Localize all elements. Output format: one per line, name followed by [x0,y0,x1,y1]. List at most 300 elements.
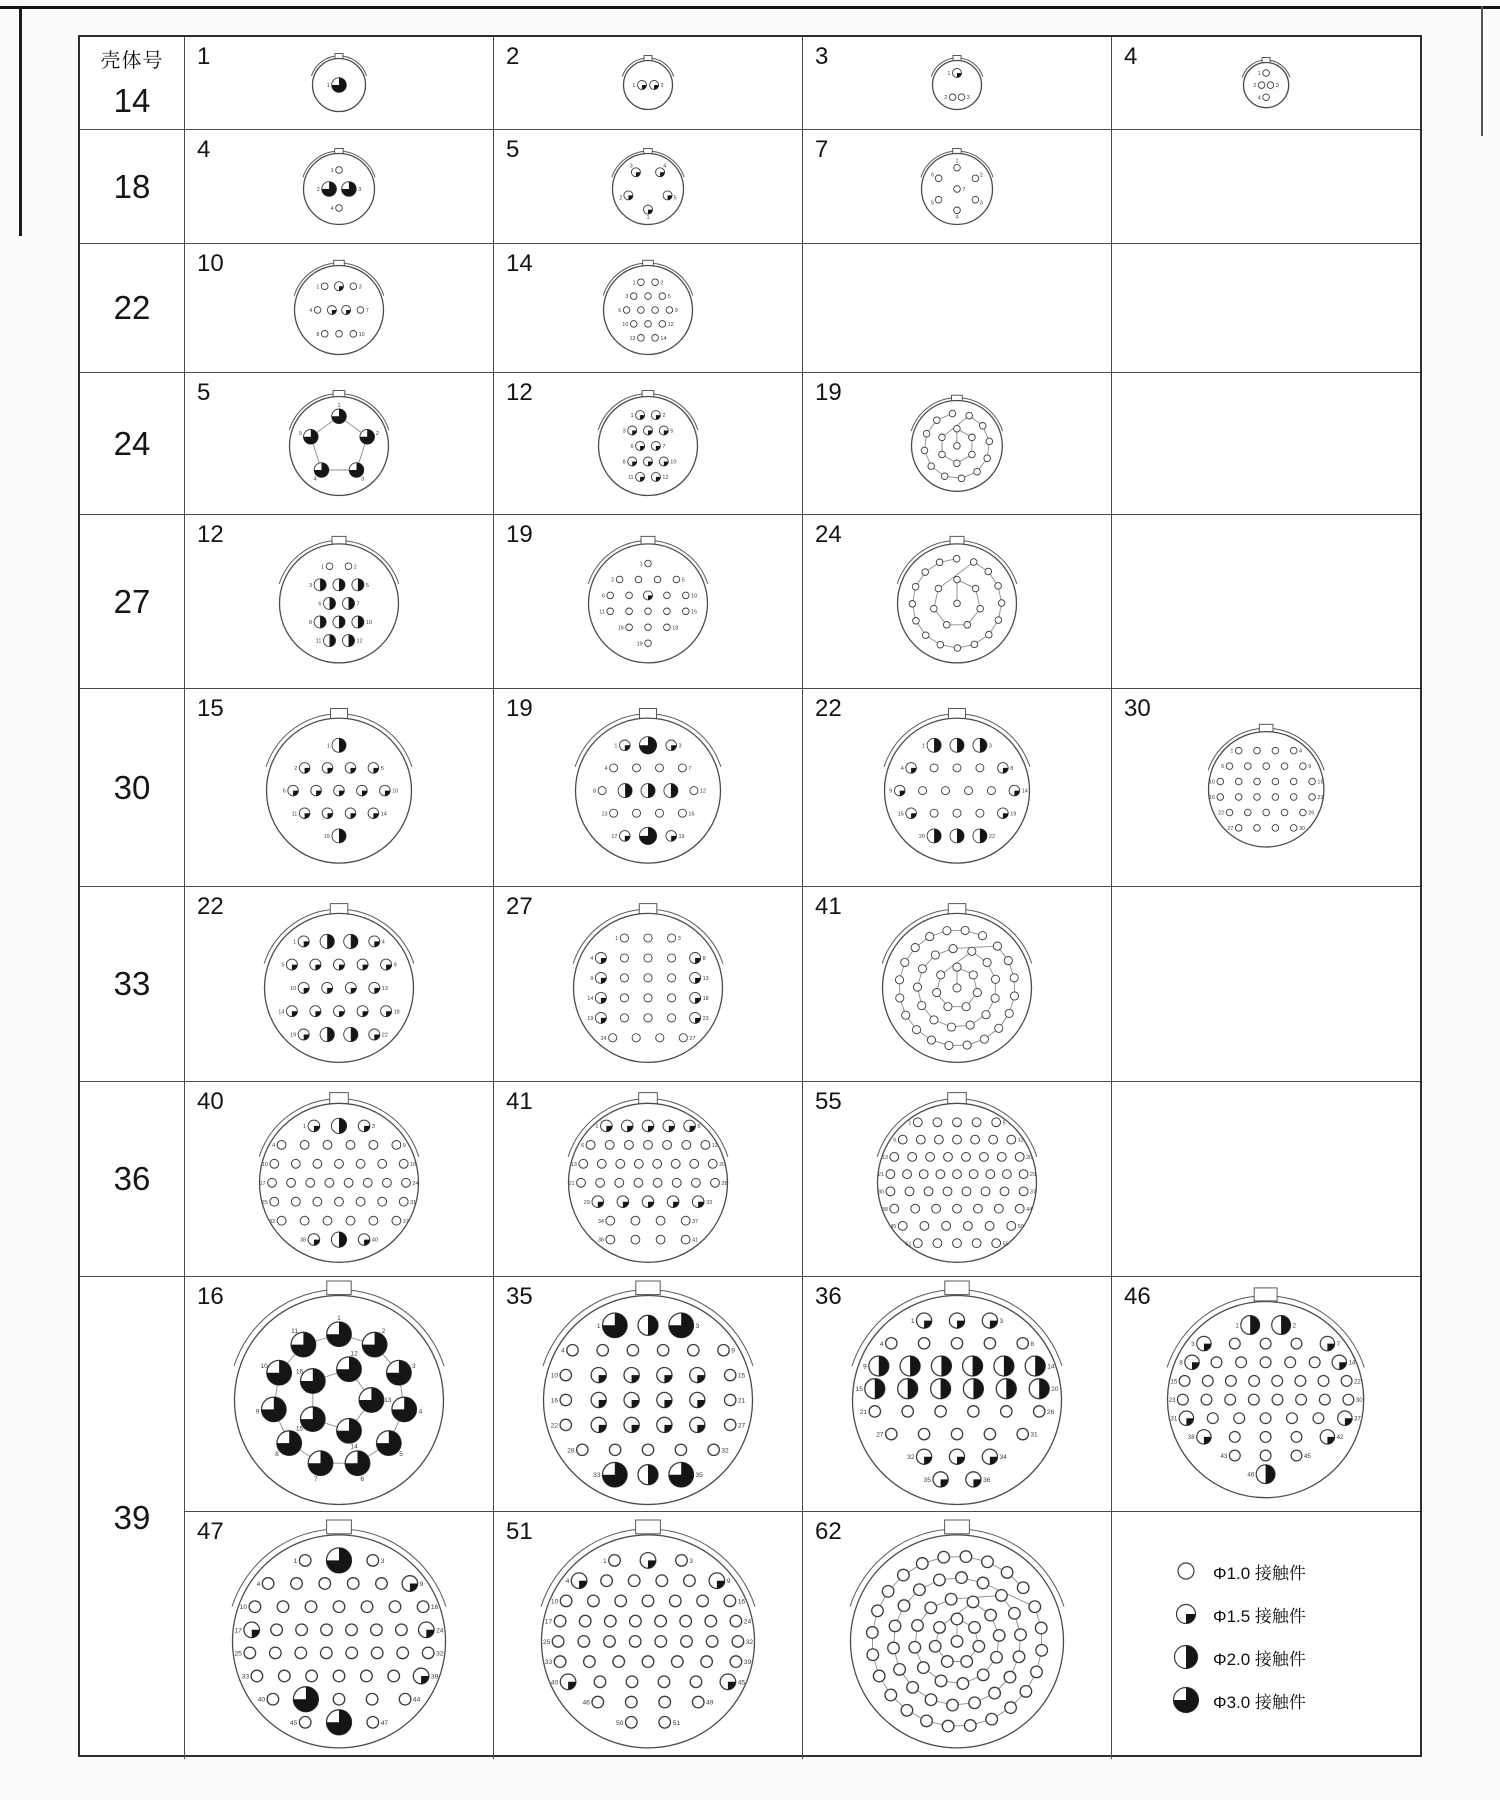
svg-text:45: 45 [1304,1452,1312,1460]
connector-face [285,254,393,362]
contact-count: 19 [506,521,533,548]
svg-text:19: 19 [1010,811,1017,818]
svg-text:38: 38 [597,1237,605,1244]
insert-cell-27-12pin [184,515,493,688]
contact-count: 2 [506,43,520,70]
svg-text:7: 7 [662,443,666,450]
contact-count: 46 [1124,1283,1151,1310]
svg-text:3: 3 [361,475,365,482]
connector-face [255,899,423,1070]
svg-text:1: 1 [922,743,926,750]
svg-text:1: 1 [1235,1322,1240,1330]
contact-symbol-icon [1172,1557,1200,1585]
svg-text:31: 31 [1030,1431,1038,1439]
svg-text:4: 4 [590,955,594,962]
connector-face [923,49,991,117]
svg-text:4: 4 [381,938,385,945]
svg-text:21: 21 [1317,795,1324,802]
svg-text:35: 35 [923,1476,931,1484]
svg-text:4: 4 [418,1408,423,1416]
svg-text:6: 6 [618,308,622,315]
svg-text:8: 8 [275,1450,279,1458]
shell-row-39-sub2 [184,1512,1420,1759]
svg-text:2: 2 [619,195,623,201]
svg-text:5: 5 [365,583,369,590]
insert-cell-30-19pin [493,689,802,886]
svg-text:1: 1 [596,1322,601,1330]
svg-text:10: 10 [550,1372,559,1380]
connector-face [873,899,1041,1070]
svg-text:39: 39 [743,1659,752,1667]
svg-text:15: 15 [737,1372,746,1380]
svg-text:9: 9 [402,1143,406,1150]
svg-text:14: 14 [587,995,594,1002]
svg-text:2: 2 [375,430,379,437]
insert-cell-39-16pin [184,1277,493,1511]
svg-text:4: 4 [1257,95,1261,102]
insert-cell-18-7pin [802,130,1111,243]
svg-text:25: 25 [542,1639,551,1647]
svg-text:29: 29 [1029,1172,1037,1179]
contact-count: 22 [815,695,842,722]
connector-face [843,1276,1071,1512]
svg-text:3: 3 [629,163,633,170]
connector-face [223,1515,455,1755]
insert-cell-39-51pin [493,1512,802,1759]
svg-text:13: 13 [570,1161,577,1168]
svg-text:7: 7 [688,766,692,773]
svg-text:19: 19 [587,1015,594,1022]
svg-text:36: 36 [983,1476,991,1484]
svg-text:2: 2 [611,577,615,584]
svg-text:13: 13 [702,975,709,982]
contact-count: 4 [197,136,211,163]
svg-text:22: 22 [1217,810,1224,817]
shell-number-22: 22 [113,289,151,326]
contact-count: 35 [506,1283,533,1310]
svg-text:24: 24 [436,1627,444,1635]
connector-face [257,704,421,871]
svg-text:2: 2 [660,83,664,90]
svg-text:4: 4 [256,1581,261,1589]
svg-text:14: 14 [350,1443,358,1451]
insert-cell-33-22pin [184,887,493,1081]
svg-text:21: 21 [877,1172,885,1179]
connector-face [225,1276,453,1512]
svg-text:17: 17 [259,1180,266,1187]
svg-text:40: 40 [371,1237,379,1244]
svg-text:27: 27 [689,1035,696,1042]
connector-face [280,385,398,503]
svg-text:20: 20 [1026,1155,1033,1162]
svg-text:25: 25 [234,1650,242,1658]
svg-text:32: 32 [269,1218,276,1225]
insert-cell-33-41pin [802,887,1111,1081]
contact-count: 1 [197,43,211,70]
contact-count: 30 [1124,695,1151,722]
svg-text:1: 1 [330,167,334,174]
svg-text:47: 47 [380,1720,389,1728]
svg-text:34: 34 [597,1218,605,1225]
svg-text:32: 32 [907,1454,915,1462]
svg-text:5: 5 [931,200,935,207]
legend-item [1172,1643,1306,1671]
svg-text:15: 15 [855,1386,863,1394]
svg-text:16: 16 [1208,795,1215,802]
shell-number-39: 39 [113,1499,151,1536]
svg-text:3: 3 [966,95,970,102]
svg-text:9: 9 [255,1408,260,1416]
svg-text:28: 28 [721,1180,728,1187]
svg-text:10: 10 [260,1362,268,1370]
svg-text:21: 21 [568,1180,575,1187]
svg-text:16: 16 [737,1598,746,1606]
insert-arrangement-table [78,35,1422,1757]
legend-label: Φ1.0 接触件 [1213,1563,1306,1583]
svg-text:27: 27 [876,1431,884,1439]
svg-text:22: 22 [550,1422,559,1430]
svg-text:13: 13 [381,985,388,992]
svg-text:14: 14 [1021,788,1028,795]
svg-text:3: 3 [411,1362,416,1370]
svg-text:20: 20 [719,1161,726,1168]
contact-count: 40 [197,1088,224,1115]
svg-text:1: 1 [632,280,636,287]
svg-text:19: 19 [678,834,685,841]
svg-text:33: 33 [706,1199,713,1206]
svg-text:3: 3 [979,200,983,207]
insert-cell-30-30pin [1111,689,1420,886]
svg-text:4: 4 [879,1340,884,1348]
svg-text:3: 3 [999,1318,1004,1326]
insert-cell-30-15pin [184,689,493,886]
svg-text:1: 1 [326,83,330,90]
svg-text:30: 30 [1298,826,1305,833]
svg-text:1: 1 [326,743,331,750]
insert-cell-14-3pin [802,37,1111,129]
svg-text:40: 40 [257,1696,266,1704]
svg-text:37: 37 [402,1218,409,1225]
scan-edge-left [19,6,22,236]
svg-text:27: 27 [737,1422,746,1430]
svg-text:2: 2 [316,186,320,193]
svg-text:5: 5 [399,1450,403,1458]
svg-text:1: 1 [908,1120,912,1127]
insert-cell-33-27pin [493,887,802,1081]
svg-text:12: 12 [667,322,674,328]
svg-text:10: 10 [691,593,698,600]
connector-face [603,142,693,232]
svg-text:14: 14 [1047,1363,1055,1371]
svg-text:16: 16 [688,811,695,818]
contact-count: 3 [815,43,829,70]
connector-face [532,1515,764,1755]
svg-text:14: 14 [380,811,387,818]
svg-text:7: 7 [313,1475,318,1483]
svg-text:37: 37 [1029,1189,1037,1196]
svg-text:4: 4 [955,214,959,221]
svg-text:16: 16 [617,625,624,632]
svg-text:15: 15 [1170,1378,1178,1386]
connector-face [614,49,682,117]
contact-count: 41 [506,1088,533,1115]
connector-face [868,1088,1046,1270]
contact-count: 12 [197,521,224,548]
svg-text:13: 13 [384,1397,392,1404]
svg-text:5: 5 [673,195,677,201]
svg-text:3: 3 [309,583,313,590]
svg-text:1: 1 [1230,748,1234,755]
svg-text:2: 2 [294,766,298,773]
insert-cell-22-10pin [184,244,493,372]
svg-text:1: 1 [293,938,297,945]
svg-text:49: 49 [706,1699,714,1707]
connector-face [912,142,1002,232]
svg-text:2: 2 [660,280,664,287]
svg-text:10: 10 [365,620,373,627]
svg-text:8: 8 [593,788,597,795]
connector-face [1199,720,1333,855]
contact-count: 19 [815,379,842,406]
svg-text:2: 2 [979,172,983,179]
shell-row-24 [80,373,1420,515]
svg-text:45: 45 [737,1679,746,1687]
svg-text:38: 38 [299,1237,307,1244]
connector-face [270,532,408,670]
svg-text:5: 5 [670,428,674,435]
contact-count: 14 [506,250,533,277]
svg-text:42: 42 [1336,1434,1344,1442]
svg-text:1: 1 [947,71,951,78]
svg-text:11: 11 [291,811,298,818]
svg-text:1: 1 [955,158,959,165]
insert-cell-22-14pin [493,244,802,372]
contact-count: 5 [506,136,520,163]
insert-cell-27-24pin [802,515,1111,688]
svg-text:4: 4 [565,1578,570,1586]
svg-text:55: 55 [1002,1241,1009,1248]
empty-cell [802,244,1111,372]
svg-text:3: 3 [678,743,682,750]
shell-number-36: 36 [113,1160,151,1197]
svg-text:24: 24 [412,1180,419,1187]
svg-text:25: 25 [261,1199,268,1206]
legend-cell [1111,1512,1420,1759]
svg-text:8: 8 [309,620,313,627]
svg-text:40: 40 [550,1679,559,1687]
svg-text:9: 9 [863,1363,867,1371]
svg-text:1: 1 [632,83,636,90]
svg-text:26: 26 [1307,810,1315,817]
svg-text:3: 3 [380,1558,385,1566]
svg-text:3: 3 [695,1322,700,1330]
svg-text:9: 9 [674,308,678,315]
insert-cell-36-41pin [493,1082,802,1276]
svg-text:6: 6 [360,1475,365,1483]
svg-text:10: 10 [290,985,297,992]
svg-text:2: 2 [1253,83,1257,90]
svg-text:30: 30 [1356,1396,1364,1404]
connector-face [1158,1283,1373,1505]
svg-text:8: 8 [1030,1340,1035,1348]
legend-label: Φ2.0 接触件 [1213,1649,1306,1669]
svg-text:6: 6 [630,443,634,450]
svg-text:1: 1 [595,1124,599,1131]
svg-text:4: 4 [900,766,904,773]
shell-row-18 [80,130,1420,244]
svg-text:2: 2 [381,1327,386,1335]
svg-text:38: 38 [881,1206,888,1213]
legend-item [1172,1686,1306,1714]
contact-count: 19 [506,695,533,722]
insert-cell-14-1pin [184,37,493,129]
svg-text:3: 3 [358,186,362,193]
svg-text:9: 9 [726,1578,731,1586]
svg-text:2: 2 [353,564,357,571]
scan-edge-right [1481,6,1483,136]
svg-text:11: 11 [599,609,605,616]
svg-text:5: 5 [1002,1120,1006,1127]
svg-text:28: 28 [567,1447,575,1455]
svg-text:22: 22 [1354,1378,1362,1386]
svg-text:30: 30 [877,1189,885,1196]
legend-item [1172,1557,1306,1585]
contact-count: 55 [815,1088,842,1115]
svg-text:8: 8 [1010,766,1014,773]
insert-cell-14-2pin [493,37,802,129]
svg-text:10: 10 [1208,779,1215,786]
svg-text:9: 9 [889,788,893,795]
shell-row-36 [80,1082,1420,1277]
svg-text:1: 1 [337,1314,341,1322]
connector-face [559,1088,737,1270]
svg-text:8: 8 [622,459,626,466]
svg-text:23: 23 [702,1015,709,1022]
svg-text:27: 27 [1227,826,1234,833]
connector-face [589,385,707,503]
svg-text:24: 24 [600,1035,607,1042]
connector-face [566,704,730,871]
svg-text:7: 7 [1336,1340,1341,1348]
svg-text:33: 33 [544,1659,553,1667]
svg-text:5: 5 [697,1124,701,1131]
svg-text:3: 3 [1191,1340,1196,1348]
svg-text:10: 10 [550,1598,559,1606]
svg-text:21: 21 [859,1408,868,1416]
shell-number-14: 壳体号 14 [80,37,184,129]
svg-text:4: 4 [272,1143,276,1150]
svg-text:31: 31 [1170,1415,1178,1423]
empty-cell [1111,1082,1420,1276]
svg-text:6: 6 [601,593,605,600]
svg-text:16: 16 [295,1368,304,1376]
contact-count: 16 [197,1283,224,1310]
insert-cell-18-5pin [493,130,802,243]
svg-text:44: 44 [1026,1206,1033,1213]
svg-text:4: 4 [313,475,317,482]
svg-text:8: 8 [702,955,706,962]
contact-count: 12 [506,379,533,406]
legend-item [1172,1600,1306,1628]
contact-count: 62 [815,1518,842,1545]
svg-text:45: 45 [890,1224,897,1231]
svg-text:12: 12 [350,1350,358,1358]
connector-face [534,1276,762,1512]
svg-text:32: 32 [436,1650,444,1658]
contact-count: 51 [506,1518,533,1545]
svg-text:15: 15 [323,834,331,841]
empty-cell [1111,244,1420,372]
svg-text:51: 51 [672,1720,681,1728]
svg-text:23: 23 [1168,1396,1176,1404]
svg-text:20: 20 [918,834,926,841]
svg-text:46: 46 [1247,1471,1255,1479]
shell-number-27: 27 [113,582,151,620]
svg-text:24: 24 [743,1618,752,1626]
svg-text:4: 4 [330,205,334,212]
empty-cell [1111,130,1420,243]
svg-text:6: 6 [282,788,286,795]
connector-face [564,899,732,1070]
svg-text:12: 12 [699,788,707,795]
svg-text:9: 9 [419,1581,424,1589]
empty-cell [1111,887,1420,1081]
svg-text:10: 10 [392,788,399,795]
svg-text:15: 15 [897,811,904,818]
connector-face [294,142,384,232]
svg-text:4: 4 [1298,748,1302,755]
svg-text:11: 11 [627,474,634,481]
svg-text:9: 9 [731,1347,735,1355]
svg-text:1: 1 [639,561,643,568]
svg-text:3: 3 [988,743,992,750]
svg-text:1: 1 [1257,71,1261,78]
shell-number-33: 33 [113,965,151,1002]
insert-cell-18-4pin [184,130,493,243]
svg-text:5: 5 [667,294,671,301]
connector-face [579,532,717,670]
connector-face [594,254,702,362]
svg-text:5: 5 [380,766,384,773]
shell-row-14 [80,37,1420,130]
svg-text:1: 1 [321,564,325,571]
contact-count: 24 [815,521,842,548]
svg-text:1: 1 [630,412,634,419]
svg-text:7: 7 [365,308,369,315]
svg-text:12: 12 [711,1143,718,1150]
svg-text:10: 10 [670,459,677,466]
shell-row-30 [80,689,1420,887]
svg-text:33: 33 [593,1472,601,1480]
contact-count: 36 [815,1283,842,1310]
svg-text:46: 46 [582,1699,590,1707]
insert-cell-24-5pin [184,373,493,514]
svg-text:37: 37 [1354,1415,1362,1423]
svg-text:9: 9 [590,975,594,982]
shell-row-39 [80,1277,1420,1759]
svg-text:11: 11 [291,1327,299,1335]
contact-symbol-icon [1172,1600,1200,1628]
connector-face [1234,51,1298,115]
svg-text:15: 15 [691,609,698,616]
insert-cell-27-19pin [493,515,802,688]
insert-cell-36-55pin [802,1082,1111,1276]
svg-text:6: 6 [318,601,322,608]
svg-text:44: 44 [412,1696,421,1704]
svg-text:18: 18 [702,995,709,1002]
svg-text:17: 17 [611,834,618,841]
contact-count: 5 [197,379,211,406]
